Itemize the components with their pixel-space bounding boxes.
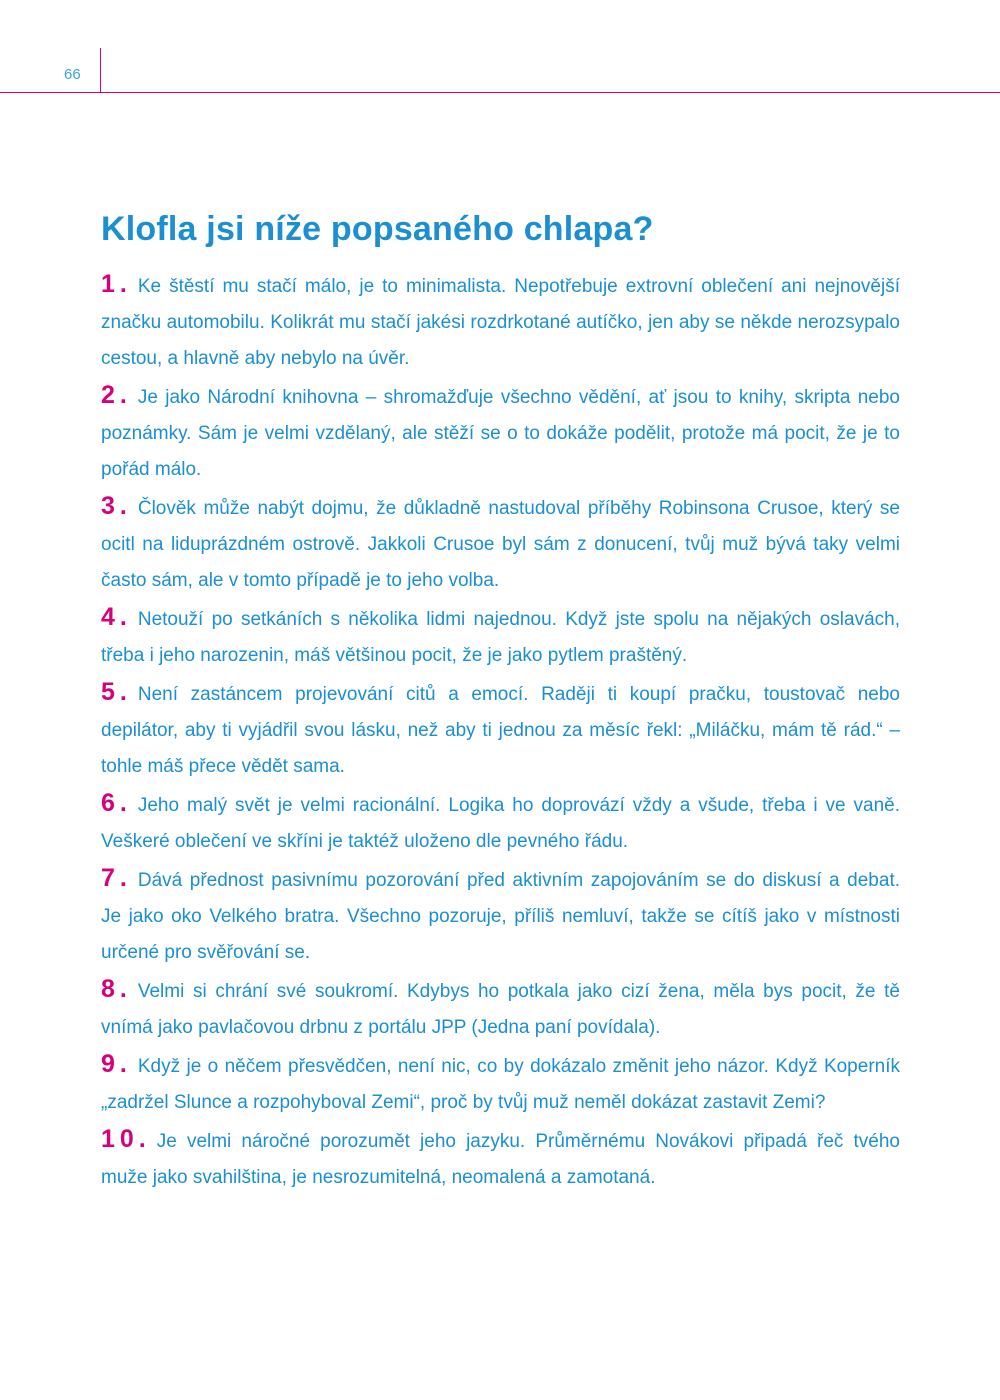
item-text: Velmi si chrání své soukromí. Kdybys ho potkala jako cizí žena, měla bys pocit, že tě vnímá jako pavlačovou drbnu z portálu JPP (Jedna paní povídala).: [101, 981, 900, 1038]
item-number: 4.: [101, 603, 132, 631]
page-title: Klofla jsi níže popsaného chlapa?: [101, 210, 654, 248]
item-number: 6.: [101, 789, 132, 817]
list-item: [101, 1046, 900, 1121]
item-number: 9.: [101, 1050, 132, 1078]
list-item: [101, 266, 900, 377]
list-item: [101, 599, 900, 674]
item-text: Není zastáncem projevování citů a emocí. Raději ti koupí pračku, toustovač nebo depilátor, aby ti vyjádřil svou lásku, než aby ti jednou za měsíc řekl: „Miláčku, mám tě rád.“ – tohle máš přece vědět sama.: [101, 684, 900, 777]
item-number: 8.: [101, 975, 132, 1003]
item-number: 1.: [101, 270, 132, 298]
item-number: 2.: [101, 381, 132, 409]
item-text: Jeho malý svět je velmi racionální. Logika ho doprovází vždy a všude, třeba i ve vaně. Veškeré oblečení ve skříni je taktéž uloženo dle pevného řádu.: [101, 795, 900, 852]
item-number: 5.: [101, 678, 132, 706]
item-text: Ke štěstí mu stačí málo, je to minimalista. Nepotřebuje extrovní oblečení ani nejnovější značku automobilu. Kolikrát mu stačí jakési rozdrkotané autíčko, jen aby se někde nerozsypalo cestou, a hlavně aby nebylo na úvěr.: [101, 276, 900, 369]
list-item: [101, 785, 900, 860]
item-number: 3.: [101, 492, 132, 520]
item-text: Když je o něčem přesvědčen, není nic, co by dokázalo změnit jeho názor. Když Koperník „zadržel Slunce a rozpohyboval Zemi“, proč by tvůj muž neměl dokázat zastavit Zemi?: [101, 1056, 900, 1113]
list-item: [101, 488, 900, 599]
item-text: Je velmi náročné porozumět jeho jazyku. Průměrnému Novákovi připadá řeč tvého muže jako svahilština, je nesrozumitelná, neomalená a zamotaná.: [101, 1131, 900, 1188]
header-horizontal-rule: [0, 92, 1000, 93]
item-text: Netouží po setkáních s několika lidmi najednou. Když jste spolu na nějakých oslavách, třeba i jeho narozenin, máš většinou pocit, že je jako pytlem praštěný.: [101, 609, 900, 666]
item-list: [101, 266, 900, 1196]
item-text: Je jako Národní knihovna – shromažďuje všechno vědění, ať jsou to knihy, skripta nebo poznámky. Sám je velmi vzdělaný, ale stěží se o to dokáže podělit, protože má pocit, že je to pořád málo.: [101, 387, 900, 480]
list-item: [101, 860, 900, 971]
item-number: 7.: [101, 864, 132, 892]
page-number: 66: [64, 66, 81, 83]
item-number: 10.: [101, 1125, 151, 1153]
item-text: Člověk může nabýt dojmu, že důkladně nastudoval příběhy Robinsona Crusoe, který se ocitl na liduprázdném ostrově. Jakkoli Crusoe byl sám z donucení, tvůj muž bývá taky velmi často sám, ale v tomto případě je to jeho volba.: [101, 498, 900, 591]
header-vertical-rule: [100, 48, 101, 92]
item-text: Dává přednost pasivnímu pozorování před aktivním zapojováním se do diskusí a debat. Je jako oko Velkého bratra. Všechno pozoruje, příliš nemluví, takže se cítíš jako v místnosti určené pro svěřování se.: [101, 870, 900, 963]
list-item: [101, 674, 900, 785]
list-item: [101, 971, 900, 1046]
list-item: [101, 377, 900, 488]
list-item: [101, 1121, 900, 1196]
